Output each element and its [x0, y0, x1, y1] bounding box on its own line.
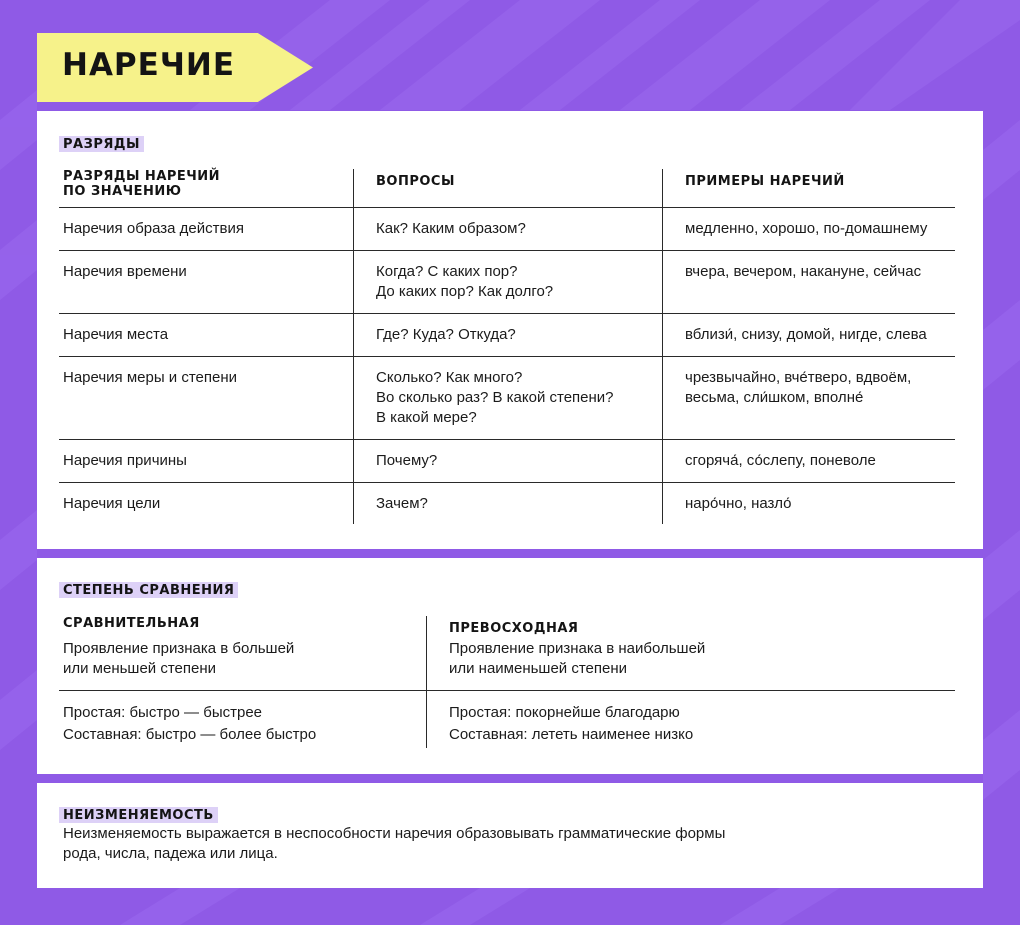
- header-category: РАЗРЯДЫ НАРЕЧИЙ ПО ЗНАЧЕНИЮ: [63, 169, 221, 199]
- comparison-tag: СТЕПЕНЬ СРАВНЕНИЯ: [59, 582, 238, 598]
- category-name: Наречия образа действия: [63, 220, 244, 237]
- invariability-text: Неизменяемость выражается в неспособности наречия образовывать грамматические формы рода, числа, падежа или лица.: [63, 825, 726, 862]
- header-questions: ВОПРОСЫ: [376, 174, 455, 189]
- categories-card: [37, 111, 983, 549]
- category-questions: Как? Каким образом?: [376, 220, 526, 237]
- comparison-card: [37, 558, 983, 774]
- superlative-examples: Простая: покорнейше благодарю Составная: лететь наименее низко: [449, 704, 694, 743]
- category-name: Наречия причины: [63, 452, 187, 469]
- superlative-description: Проявление признака в наибольшей или наименьшей степени: [449, 640, 706, 677]
- category-questions: Сколько? Как много? Во сколько раз? В какой степени? В какой мере?: [376, 369, 614, 426]
- row-divider: [59, 690, 955, 691]
- category-examples: медленно, хорошо, по-домашнему: [685, 220, 928, 237]
- category-questions: Зачем?: [376, 495, 428, 512]
- header-examples: ПРИМЕРЫ НАРЕЧИЙ: [685, 174, 845, 189]
- category-examples: чрезвычайно, вче́тверо, вдвоём, весьма, сли́шком, вполне́: [685, 369, 912, 406]
- category-examples: вчера, вечером, накануне, сейчас: [685, 263, 922, 280]
- comparative-description: Проявление признака в большей или меньшей степени: [63, 640, 295, 677]
- superlative-title: ПРЕВОСХОДНАЯ: [449, 621, 579, 636]
- comparative-examples: Простая: быстро — быстрее Составная: быстро — более быстро: [63, 704, 317, 743]
- category-name: Наречия цели: [63, 495, 161, 512]
- category-questions: Когда? С каких пор? До каких пор? Как долго?: [376, 263, 554, 300]
- invariability-tag: НЕИЗМЕНЯЕМОСТЬ: [59, 807, 218, 823]
- categories-tag: РАЗРЯДЫ: [59, 136, 144, 152]
- row-divider: [59, 439, 955, 440]
- column-divider: [426, 616, 427, 748]
- row-divider: [59, 250, 955, 251]
- page-title: НАРЕЧИЕ: [62, 47, 236, 83]
- column-divider: [662, 169, 663, 524]
- row-divider: [59, 356, 955, 357]
- row-divider: [59, 207, 955, 208]
- column-divider: [353, 169, 354, 524]
- comparative-title: СРАВНИТЕЛЬНАЯ: [63, 616, 200, 631]
- row-divider: [59, 313, 955, 314]
- category-name: Наречия меры и степени: [63, 369, 238, 386]
- category-examples: вблизи́, снизу, домой, нигде, слева: [685, 326, 927, 343]
- invariability-card: [37, 783, 983, 888]
- category-examples: наро́чно, назло́: [685, 495, 792, 512]
- category-examples: сгоряча́, со́слепу, поневоле: [685, 452, 876, 469]
- category-questions: Почему?: [376, 452, 438, 469]
- category-questions: Где? Куда? Откуда?: [376, 326, 516, 343]
- category-name: Наречия места: [63, 326, 169, 343]
- row-divider: [59, 482, 955, 483]
- category-name: Наречия времени: [63, 263, 187, 280]
